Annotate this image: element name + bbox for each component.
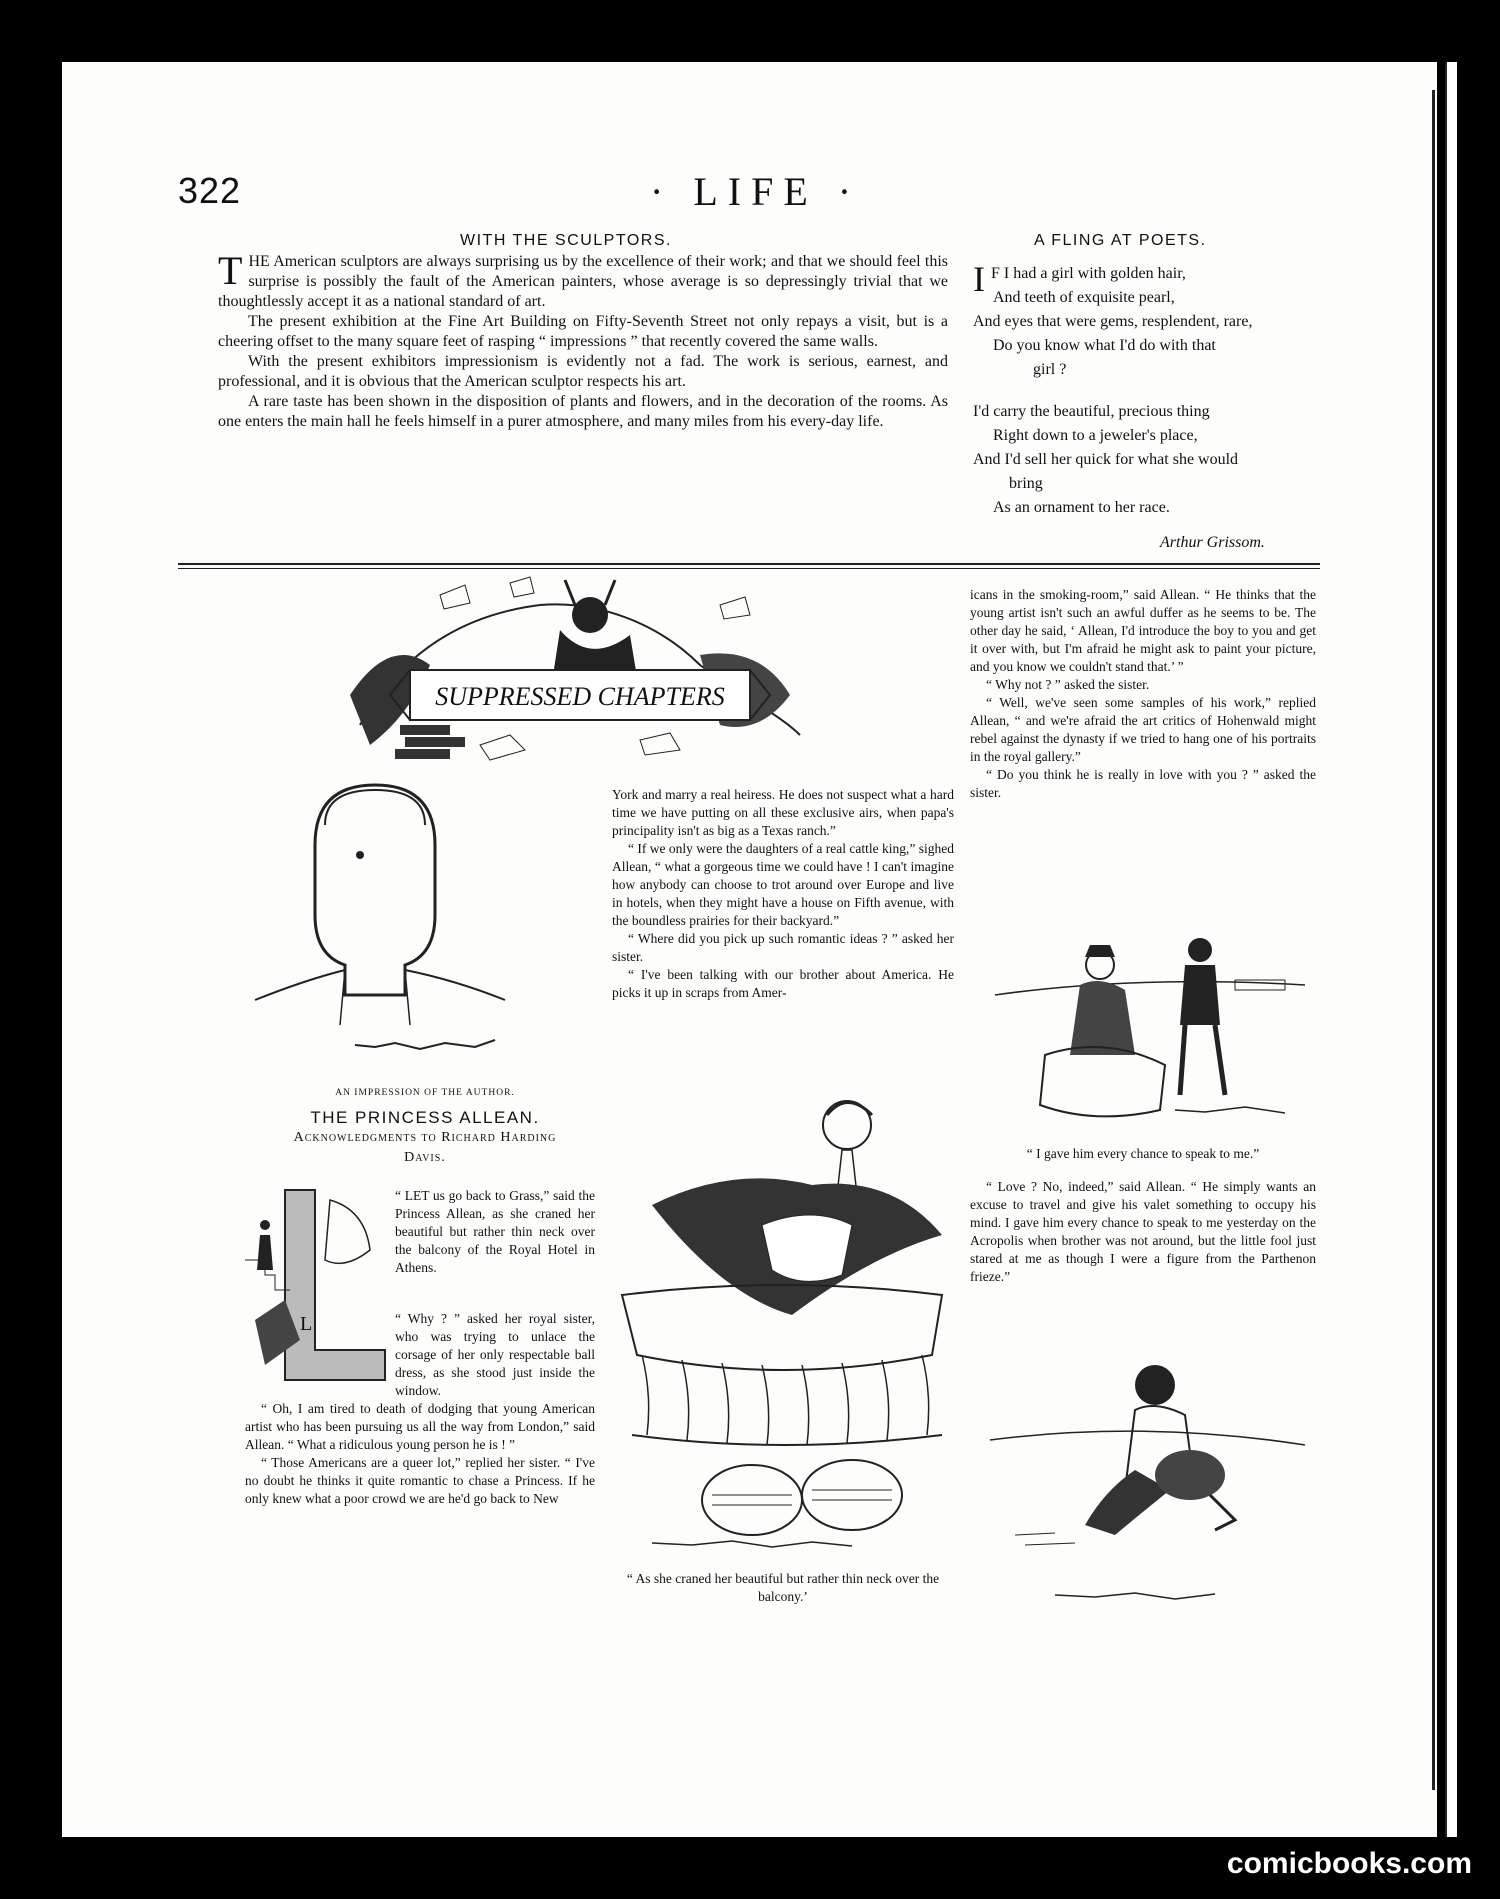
story-column-3-bottom [970, 1178, 1316, 1286]
poem-line: As an ornament to her race. [993, 499, 1170, 516]
poem-title: A FLING AT POETS. [1034, 232, 1207, 249]
sculptors-paragraph-4: A rare taste has been shown in the disposition of plants and flowers, and in the decoration of the rooms. As one enters the main hall he feels himself in a purer atmosphere, and many miles from his every-day life. [218, 393, 948, 430]
story-paragraph: “ I've been talking with our brother about America. He picks it up in scraps from Amer- [612, 967, 954, 1000]
poem-line: F I had a girl with golden hair, [991, 265, 1186, 282]
poem-author: Arthur Grissom. [1160, 534, 1265, 551]
section-divider [178, 563, 1320, 565]
story-paragraph: icans in the smoking-room,” said Allean. “ He thinks that the young artist isn't such an awful duffer as he seems to be. The other day he said, ‘ Allean, I'd introduce the boy to you and get it over with, but I'm afraid he might ask to paint your picture, and you know we couldn't stand that.’ ” [970, 587, 1316, 674]
poem-dropcap: I [973, 259, 985, 299]
story-paragraph: York and marry a real heiress. He does not suspect what a hard time we have putting on all these exclusive airs, when papa's principality isn't as big as a Texas ranch.” [612, 787, 954, 838]
section-divider-thin [178, 568, 1320, 569]
banner-text: SUPPRESSED CHAPTERS [435, 682, 725, 711]
story-paragraph: “ Where did you pick up such romantic ideas ? ” asked her sister. [612, 931, 954, 964]
story-column-2 [612, 786, 954, 1002]
acropolis-scene-caption: “ I gave him every chance to speak to me.” [1026, 1146, 1260, 1161]
acropolis-scene-illustration [985, 935, 1315, 1135]
story-title: THE PRINCESS ALLEAN. [310, 1108, 540, 1127]
poem-line: bring [1009, 475, 1043, 492]
poem-line: And teeth of exquisite pearl, [993, 289, 1175, 306]
story-column-1 [245, 1310, 595, 1508]
story-paragraph: “ Why not ? ” asked the sister. [986, 677, 1150, 692]
story-acknowledgment-line-1: Acknowledgments to Richard Harding [293, 1130, 557, 1145]
story-paragraph: “ LET us go back to Grass,” said the Princess Allean, as she craned her beautiful but rather thin neck over the balcony of the Royal Hotel in Athens. [395, 1188, 595, 1275]
page-spine [1445, 62, 1457, 1837]
suppressed-chapters-banner-illustration [340, 575, 810, 780]
poem-line: Do you know what I'd do with that [993, 337, 1216, 354]
princess-balcony-illustration [612, 1095, 962, 1555]
princess-balcony-caption: “ As she craned her beautiful but rather thin neck over the balcony.’ [626, 1571, 940, 1604]
sculptors-paragraph-1: THE American sculptors are always surprising us by the excellence of their work; and that we should feel this surprise is possibly the fault of the American painters, whose average is so depressingly trivial that we thoughtlessly accept it as a national standard of art. [218, 248, 948, 310]
author-impression-caption: AN IMPRESSION OF THE AUTHOR. [335, 1088, 515, 1098]
author-impression-illustration [245, 785, 605, 1065]
story-dropcap: L [300, 1313, 313, 1335]
story-column-3-top [970, 586, 1316, 802]
poem-line: And eyes that were gems, resplendent, rare, [973, 313, 1253, 330]
sculptors-article [218, 248, 948, 432]
story-paragraph: “ If we only were the daughters of a real cattle king,” sighed Allean, “ what a gorgeous time we could have ! I can't imagine how anybody can choose to trot around over Europe and live in hotels, when they might have a house on Fifth avenue, with the boundless prairies for their backyard.” [612, 841, 954, 928]
poem [973, 259, 1318, 538]
poem-line: And I'd sell her quick for what she would [973, 451, 1239, 468]
poem-line: I'd carry the beautiful, precious thing [973, 403, 1210, 420]
page-number: 322 [178, 170, 242, 211]
poem-stanza-2 [973, 400, 1318, 520]
story-paragraph: “ Do you think he is really in love with you ? ” asked the sister. [970, 767, 1316, 800]
story-paragraph: “ Well, we've seen some samples of his work,” replied Allean, “ and we're afraid the art critics of Hohenwald might rebel against the dynasty if we tried to hang one of his portraits in the royal gallery.” [970, 695, 1316, 764]
watermark: comicbooks.com [1226, 1847, 1472, 1880]
sculptors-title: WITH THE SCULPTORS. [460, 232, 672, 249]
story-paragraph: “ Why ? ” asked her royal sister, who was trying to unlace the corsage of her only respectable ball dress, as she stood just inside the window. [395, 1311, 595, 1398]
sitting-man-illustration [985, 1350, 1315, 1610]
sculptors-dropcap: T [218, 248, 243, 293]
masthead-title: · LIFE · [650, 169, 862, 214]
story-acknowledgment-line-2: Davis. [404, 1150, 446, 1165]
poem-stanza-1 [973, 259, 1318, 382]
story-paragraph: “ Those Americans are a queer lot,” replied her sister. “ I've no doubt he thinks it quite romantic to chase a Princess. If he only knew what a poor crowd we are he'd go back to New [245, 1455, 595, 1506]
story-paragraph: “ Love ? No, indeed,” said Allean. “ He simply wants an excuse to travel and give his valet something to occupy his mind. I gave him every chance to speak to me yesterday on the Acropolis when brother was not around, but the little fool just stared at me as though I were a figure from the Parthenon frieze.” [970, 1179, 1316, 1284]
poem-line: girl ? [1033, 361, 1067, 378]
sculptors-paragraph-2: The present exhibition at the Fine Art Building on Fifty-Seventh Street not only repays a visit, but is a cheering offset to the many square feet of rasping “ impressions ” that recently covered the same walls. [218, 313, 948, 350]
page-edge-line [1432, 90, 1435, 1790]
sculptors-paragraph-3: With the present exhibitors impressionism is evidently not a fad. The work is serious, earnest, and professional, and it is obvious that the American sculptor respects his art. [218, 353, 948, 390]
poem-line: Right down to a jeweler's place, [993, 427, 1198, 444]
story-column-1-top [395, 1187, 595, 1277]
story-paragraph: “ Oh, I am tired to death of dodging that young American artist who has been pursuing us all the way from London,” said Allean. “ What a ridiculous young person he is ! ” [245, 1401, 595, 1452]
